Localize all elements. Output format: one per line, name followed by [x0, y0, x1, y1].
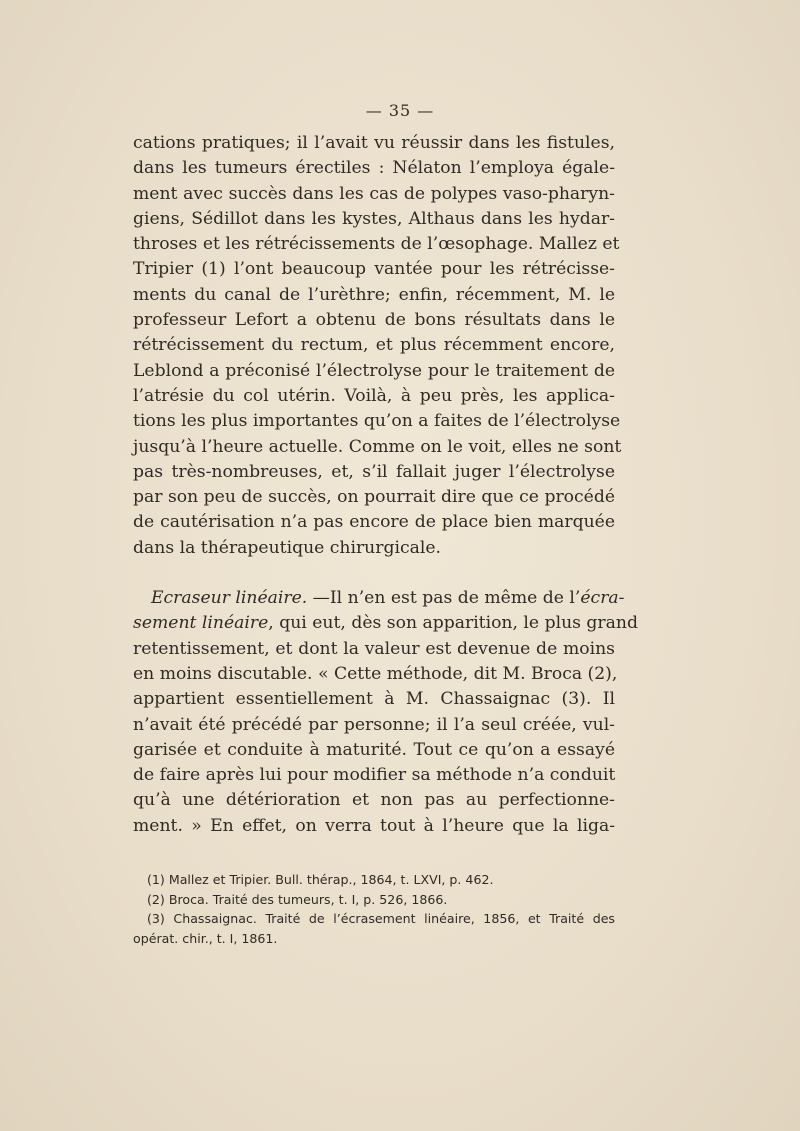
text-line: Tripier (1) l’ont beaucoup vantée pour les rétrécisse-: [133, 259, 615, 280]
text-line: en moins discutable. « Cette méthode, dit M. Broca (2),: [133, 663, 618, 684]
text-line: ment avec succès dans les cas de polypes vaso-pharyn-: [133, 183, 615, 204]
text-line: ments du canal de l’urèthre; enfin, récemment, M. le: [133, 284, 615, 305]
text-line: garisée et conduite à maturité. Tout ce qu’on a essayé: [133, 739, 615, 760]
footnote-continuation: opérat. chir., t. I, 1861.: [133, 930, 278, 946]
text-line: [133, 586, 625, 611]
text-line: n’avait été précédé par personne; il l’a seul créée, vul-: [133, 714, 615, 735]
text-line: jusqu’à l’heure actuelle. Comme on le voit, elles ne sont: [133, 436, 622, 457]
text-fragment: —Il n’en est pas de même de l’: [307, 588, 581, 609]
text-line: dans les tumeurs érectiles : Nélaton l’employa égale-: [133, 158, 615, 179]
italic-term: écra-: [580, 588, 625, 609]
text-fragment: , qui eut, dès son apparition, le plus grand: [268, 613, 638, 634]
text-line: pas très-nombreuses, et, s’il fallait juger l’électrolyse: [133, 461, 615, 482]
text-line: throses et les rétrécissements de l’œsophage. Mallez et: [133, 234, 620, 255]
text-line: retentissement, et dont la valeur est devenue de moins: [133, 638, 615, 659]
text-line: de cautérisation n’a pas encore de place bien marquée: [133, 512, 615, 533]
section-heading: Ecraseur linéaire.: [151, 588, 308, 609]
text-line: cations pratiques; il l’avait vu réussir dans les fistules,: [133, 133, 615, 153]
text-line: professeur Lefort a obtenu de bons résultats dans le: [133, 310, 615, 331]
text-line: rétrécissement du rectum, et plus récemment encore,: [133, 335, 615, 356]
paragraph-electrolyse: [133, 131, 622, 561]
text-line: tions les plus importantes qu’on a faites de l’électrolyse: [133, 411, 621, 432]
footnotes: [133, 870, 615, 948]
text-line: ment. » En effet, on verra tout à l’heure que la liga-: [133, 815, 615, 836]
text-line: giens, Sédillot dans les kystes, Althaus dans les hydar-: [133, 208, 615, 229]
paragraph-ecraseur: [133, 586, 638, 839]
text-line: Leblond a préconisé l’électrolyse pour le traitement de: [133, 360, 615, 381]
text-line: [133, 611, 638, 636]
text-line: de faire après lui pour modifier sa méthode n’a conduit: [133, 765, 616, 786]
text-line: dans la thérapeutique chirurgicale.: [133, 537, 441, 558]
italic-term: sement linéaire: [133, 613, 269, 634]
text-line: par son peu de succès, on pourrait dire que ce procédé: [133, 487, 615, 508]
footnote: (1) Mallez et Tripier. Bull. thérap., 1864, t. LXVI, p. 462.: [147, 872, 494, 887]
text-line: appartient essentiellement à M. Chassaignac (3). Il: [133, 689, 615, 710]
footnote: (3) Chassaignac. Traité de l’écrasement linéaire, 1856, et Traité des: [147, 911, 615, 926]
text-line: qu’à une détérioration et non pas au perfectionne-: [133, 790, 615, 811]
footnote: (2) Broca. Traité des tumeurs, t. I, p. 526, 1866.: [147, 891, 448, 907]
body-text: [133, 131, 638, 839]
page-number: — 35 —: [365, 101, 435, 120]
text-line: l’atrésie du col utérin. Voilà, à peu près, les applica-: [133, 385, 615, 406]
